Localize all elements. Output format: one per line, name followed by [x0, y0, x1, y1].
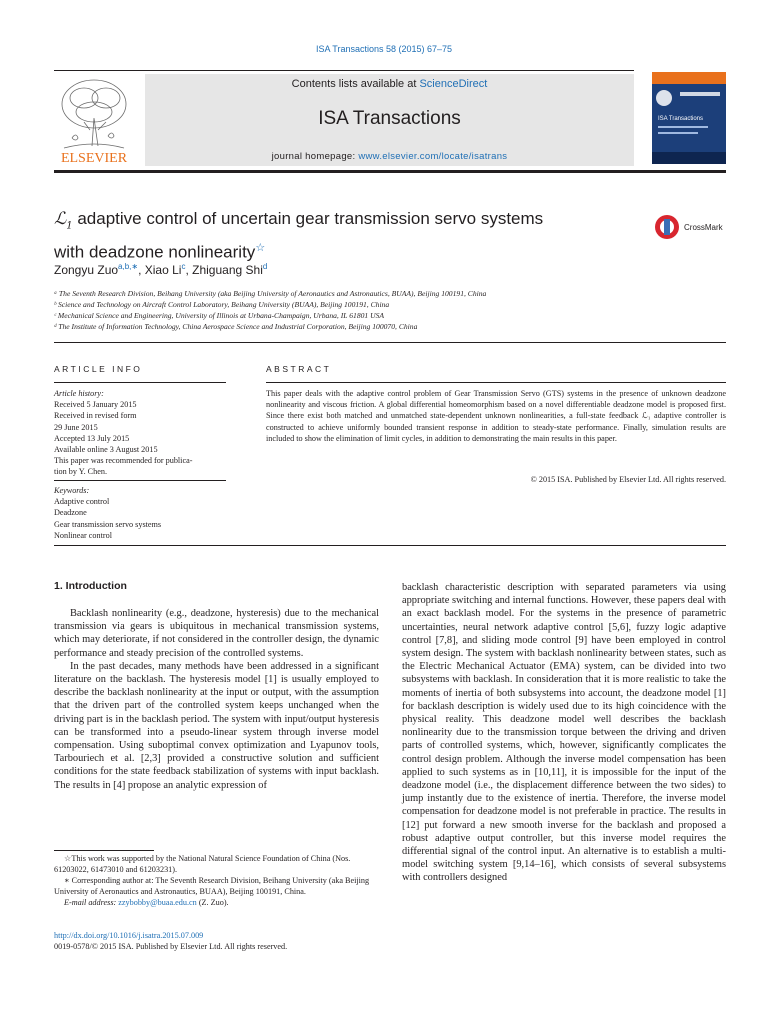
- header-bottom-rule: [54, 170, 726, 173]
- author-name: Zongyu Zuo: [54, 263, 119, 277]
- title-line2: with deadzone nonlinearity: [54, 243, 256, 263]
- keyword: Deadzone: [54, 508, 87, 518]
- doi-block: [54, 930, 287, 952]
- homepage-link[interactable]: www.elsevier.com/locate/isatrans: [358, 151, 508, 162]
- affiliation: ᵃ The Seventh Research Division, Beihang University (aka Beijing University of Aeronautics and Astronautics, BUAA), Beijing 100191, China: [54, 289, 487, 298]
- abstract-rule: [266, 382, 726, 383]
- body-column-left: [54, 607, 379, 792]
- abstract-heading: ABSTRACT: [266, 364, 332, 374]
- history-entry: Accepted 13 July 2015: [54, 433, 130, 443]
- crossmark-icon: [654, 214, 729, 240]
- keyword: Adaptive control: [54, 497, 110, 507]
- svg-text:ELSEVIER: ELSEVIER: [60, 151, 128, 166]
- abstract-text: This paper deals with the adaptive control problem of Gear Transmission Servo (GTS) systems in the presence of unknown deadzone nonlinearity and viscous friction. A global differential homeomorphism based on a novel differentiable deadzone model is proposed first. Since there exist both matched and unmatched state-dependent unknown nonlinearities, a full-state feedback ℒ₁ adaptive controller is constructed to achieve uniformly bounded transient response in addition to steady-state performance. Finally, simulation results are included to show the elimination of limit cycles, in addition to demonstrating the main results in this paper.: [266, 389, 726, 443]
- abstract-copyright: © 2015 ISA. Published by Elsevier Ltd. All rights reserved.: [530, 475, 726, 484]
- keywords-label: Keywords:: [54, 486, 90, 495]
- history-entry: 29 June 2015: [54, 422, 98, 432]
- footnote-rule: [54, 850, 154, 851]
- keyword: Gear transmission servo systems: [54, 519, 162, 529]
- affiliations: [54, 288, 726, 332]
- history-entry: tion by Y. Chen.: [54, 467, 107, 477]
- svg-text:CrossMark: CrossMark: [684, 223, 723, 232]
- footnote-funding: ☆This work was supported by the National Natural Science Foundation of China (Nos. 61203022, 61473010 and 61203231).: [54, 854, 351, 874]
- keyword: Nonlinear control: [54, 530, 112, 540]
- article-history: [54, 388, 226, 478]
- author-affil-marks[interactable]: d: [262, 262, 268, 271]
- contents-line: [145, 78, 634, 90]
- affiliation: ᶜ Mechanical Science and Engineering, University of Illinois at Urbana-Champaign, Urbana, IL 61801 USA: [54, 311, 385, 320]
- history-label: Article history:: [54, 389, 104, 398]
- author-affil-marks[interactable]: c: [181, 262, 186, 271]
- svg-text:ISA Transactions: ISA Transactions: [658, 116, 704, 122]
- title-line1: adaptive control of uncertain gear transmission servo systems: [72, 209, 544, 228]
- body-paragraph: In the past decades, many methods have been addressed in a significant literature on the backlash. The hysteresis model [1] is usually employed to describe the backlash nonlinearity at the input or output, with the assumption that the driven part of the controlled system keeps unchanged when the driving part is in the backlash period. The system with input/output hysteresis can be transformed into a pseudo-linear system through inverse model compensation. Using suboptimal convex optimization and Lyapunov tools, Tarbouriech et al. [2,3] provided a constructive solution and sufficient conditions for the state feedback stabilization of systems with input backlash. The results in [4] propose an analytic expression of: [54, 660, 379, 791]
- email-link[interactable]: zzybobby@buaa.edu.cn: [118, 898, 197, 907]
- homepage-prefix: journal homepage:: [271, 151, 359, 162]
- article-info-rule: [54, 382, 226, 383]
- history-entry: Available online 3 August 2015: [54, 445, 158, 455]
- history-entry: This paper was recommended for publica-: [54, 456, 193, 466]
- footnote-corresponding: ∗ Corresponding author at: The Seventh Research Division, Beihang University (aka Beijing University of Aeronautics and Astronautics, BUAA), Beijing 100191, China.: [54, 876, 370, 896]
- body-column-right: [402, 581, 726, 885]
- author-affil-marks[interactable]: a,b,∗: [118, 262, 139, 271]
- elsevier-logo: [54, 74, 134, 166]
- journal-homepage-line: [145, 151, 634, 162]
- author-name: Xiao Li: [144, 263, 182, 277]
- section-rule: [54, 342, 726, 343]
- history-entry: Received 5 January 2015: [54, 400, 137, 410]
- cover-art: [652, 72, 726, 164]
- header-top-rule: [54, 70, 634, 71]
- journal-cover-image: [652, 72, 726, 164]
- elsevier-tree-icon: [54, 74, 134, 166]
- body-paragraph: Backlash nonlinearity (e.g., deadzone, hysteresis) due to the mechanical transmission via gears is ubiquitous in mechanical transmission systems, which may deteriorate, if not considered in the controller design, the dynamic performance and steady precision of the controlled systems.: [54, 608, 379, 659]
- footnotes: [54, 853, 379, 908]
- author-name: Zhiguang Shi: [192, 263, 263, 277]
- journal-citation[interactable]: ISA Transactions 58 (2015) 67–75: [315, 44, 453, 54]
- front-matter-end-rule: [54, 545, 726, 546]
- article-info-heading: ARTICLE INFO: [54, 364, 143, 374]
- paper-title: [54, 208, 614, 264]
- journal-title: ISA Transactions: [318, 108, 461, 129]
- title-footnote-star[interactable]: ☆: [255, 242, 266, 255]
- sciencedirect-link[interactable]: ScienceDirect: [419, 78, 488, 90]
- history-entry: Received in revised form: [54, 411, 137, 421]
- footnote-email: E-mail address: zzybobby@buaa.edu.cn (Z. Zuo).: [64, 898, 229, 907]
- affiliation: ᵇ Science and Technology on Aircraft Control Laboratory, Beihang University (BUAA), Beijing 100191, China: [54, 300, 390, 309]
- keywords: [54, 485, 226, 541]
- contents-prefix: Contents lists available at: [291, 78, 420, 90]
- keywords-rule: [54, 480, 226, 481]
- title-l1-symbol: ℒ$_1$: [54, 209, 73, 232]
- doi-link[interactable]: http://dx.doi.org/10.1016/j.isatra.2015.07.009: [54, 931, 204, 940]
- crossmark-badge[interactable]: [654, 214, 729, 240]
- section-heading-introduction: 1. Introduction: [54, 580, 127, 592]
- author-list: Zongyu Zuo$^{a,b,∗}$, Xiao Li$^c$, Zhiguang Shi$^d$: [54, 262, 268, 277]
- body-paragraph: backlash characteristic description with separated parameters via using appropriate switching and internal functions. However, these papers deal with an exact backlash model. For the systems in the presence of parametric uncertainties, neural network adaptive control [5,6], fuzzy logic adaptive control [7,8], and sliding mode control [9] have been employed in control system design. The system with backlash nonlinearity between states, such as the Electric Mechanical Actuator (EMA) system, can be divided into two subsystems with backlash. In consideration that it is more realistic to take the moments of inertia of both subsystems into account, the deadzone model [1] for backlash description is widely used due to its high coincidence with the physical reality. This deadzone model well describes the backlash nonlinearity due to the transmission torque between the driving and driven parts of controlled systems, which, however, significantly complicates the control design problem. Although the inverse model compensation has been applied to such systems as in [10,11], it is impossible for the input of the deadzone model (i.e., the displacement difference between the two sides) to jump instantly due to the existence of inertia. Therefore, the inverse model compensation for deadzone model is not preferable in practice. The results in [12] put forward a new smooth inverse for the backlash and proposed a robust adaptive output controller, but this inverse model requires the differential signal of the control input. An alternative is to establish a multi-model switching system [9,14–16], which consists of several subsystems with controllers designed: [402, 582, 726, 884]
- issn-line: 0019-0578/© 2015 ISA. Published by Elsevier Ltd. All rights reserved.: [54, 942, 288, 951]
- affiliation: ᵈ The Institute of Information Technology, China Aerospace Science and Industrial Corporation, Beijing 100070, China: [54, 322, 418, 331]
